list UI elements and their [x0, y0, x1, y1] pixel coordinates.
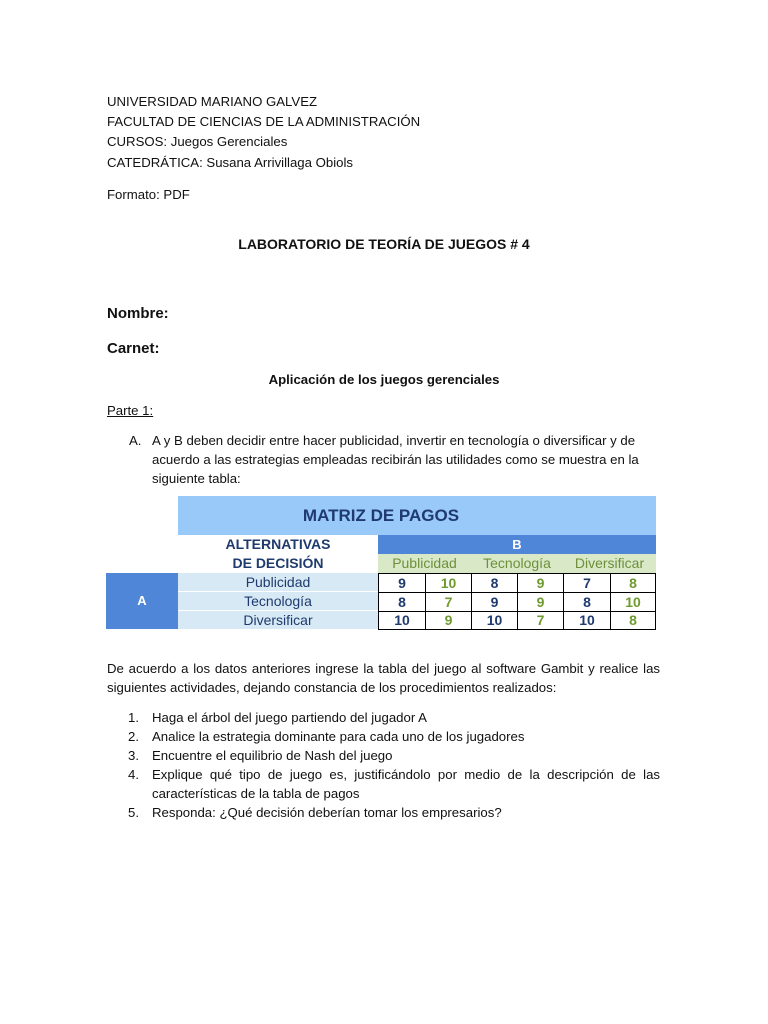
player-a-header: A — [106, 573, 178, 629]
instructions-line-2: siguientes actividades, dejando constancia de los procedimientos realizados: — [107, 680, 557, 695]
alternatives-label-line-1: ALTERNATIVAS — [225, 536, 331, 552]
task-item — [128, 765, 660, 803]
column-header-publicidad: Publicidad — [378, 554, 471, 573]
column-header-tecnologia: Tecnología — [471, 554, 563, 573]
payoff-cell: 9 — [517, 592, 564, 612]
column-header-diversificar: Diversificar — [563, 554, 656, 573]
section-subtitle: Aplicación de los juegos gerenciales — [268, 372, 500, 387]
format-line: Formato: PDF — [107, 187, 190, 202]
payoff-cell: 7 — [517, 611, 564, 630]
payoff-cell: 9 — [425, 611, 472, 630]
payoff-cell: 9 — [378, 573, 426, 593]
payoff-cell: 7 — [563, 573, 611, 593]
payoff-cell: 7 — [425, 592, 472, 612]
nombre-label: Nombre: — [107, 305, 169, 322]
task-number: 1. — [128, 710, 139, 725]
course-name: CURSOS: Juegos Gerenciales — [107, 134, 288, 149]
matrix-title: MATRIZ DE PAGOS — [302, 506, 460, 525]
row-label-tecnologia: Tecnología — [178, 592, 378, 611]
task-number: 2. — [128, 729, 139, 744]
task-text: Explique qué tipo de juego es, justificándolo por medio de la descripción de las características de la tabla de pagos — [152, 767, 660, 801]
payoff-cell: 8 — [563, 592, 611, 612]
task-number: 3. — [128, 748, 139, 763]
payoff-cell: 10 — [610, 592, 656, 612]
item-a-line-3: siguiente tabla: — [152, 471, 241, 486]
professor-name: CATEDRÁTICA: Susana Arrivillaga Obiols — [107, 155, 354, 170]
row-label-publicidad: Publicidad — [178, 573, 378, 592]
carnet-label: Carnet: — [107, 340, 160, 357]
item-a-marker: A. — [129, 433, 142, 448]
task-text: Encuentre el equilibrio de Nash del juego — [152, 748, 393, 763]
alternatives-label-line-2: DE DECISIÓN — [232, 555, 324, 571]
task-number: 4. — [128, 767, 139, 782]
task-number: 5. — [128, 805, 139, 820]
payoff-cell: 8 — [471, 573, 518, 593]
row-label-diversificar: Diversificar — [178, 611, 378, 630]
payoff-cell: 8 — [610, 611, 656, 630]
task-item — [128, 708, 660, 727]
task-text: Haga el árbol del juego partiendo del jugador A — [152, 710, 427, 725]
task-item — [128, 746, 660, 765]
payoff-cell: 10 — [425, 573, 472, 593]
faculty-name: FACULTAD DE CIENCIAS DE LA ADMINISTRACIÓN — [107, 114, 421, 129]
task-item — [128, 727, 660, 746]
payoff-cell: 8 — [378, 592, 426, 612]
payoff-cell: 10 — [471, 611, 518, 630]
payoff-cell: 9 — [517, 573, 564, 593]
task-item — [128, 803, 660, 822]
payoff-cell: 10 — [378, 611, 426, 630]
payoff-cell: 9 — [471, 592, 518, 612]
part1-label: Parte 1: — [107, 403, 154, 418]
task-text: Analice la estrategia dominante para cada uno de los jugadores — [152, 729, 525, 744]
item-a-line-1: A y B deben decidir entre hacer publicidad, invertir en tecnología o diversificar y de — [152, 433, 636, 448]
document-title: LABORATORIO DE TEORÍA DE JUEGOS # 4 — [238, 236, 530, 252]
item-a-line-2: acuerdo a las estrategias empleadas recibirán las utilidades como se muestra en la — [152, 452, 639, 467]
task-text: Responda: ¿Qué decisión deberían tomar los empresarios? — [152, 805, 502, 820]
player-b-header: B — [378, 535, 656, 554]
payoff-cell: 10 — [563, 611, 611, 630]
instructions-line-1: De acuerdo a los datos anteriores ingrese la tabla del juego al software Gambit y realice las — [107, 661, 660, 676]
payoff-matrix — [106, 496, 656, 630]
payoff-cell: 8 — [610, 573, 656, 593]
university-name: UNIVERSIDAD MARIANO GALVEZ — [107, 94, 318, 109]
